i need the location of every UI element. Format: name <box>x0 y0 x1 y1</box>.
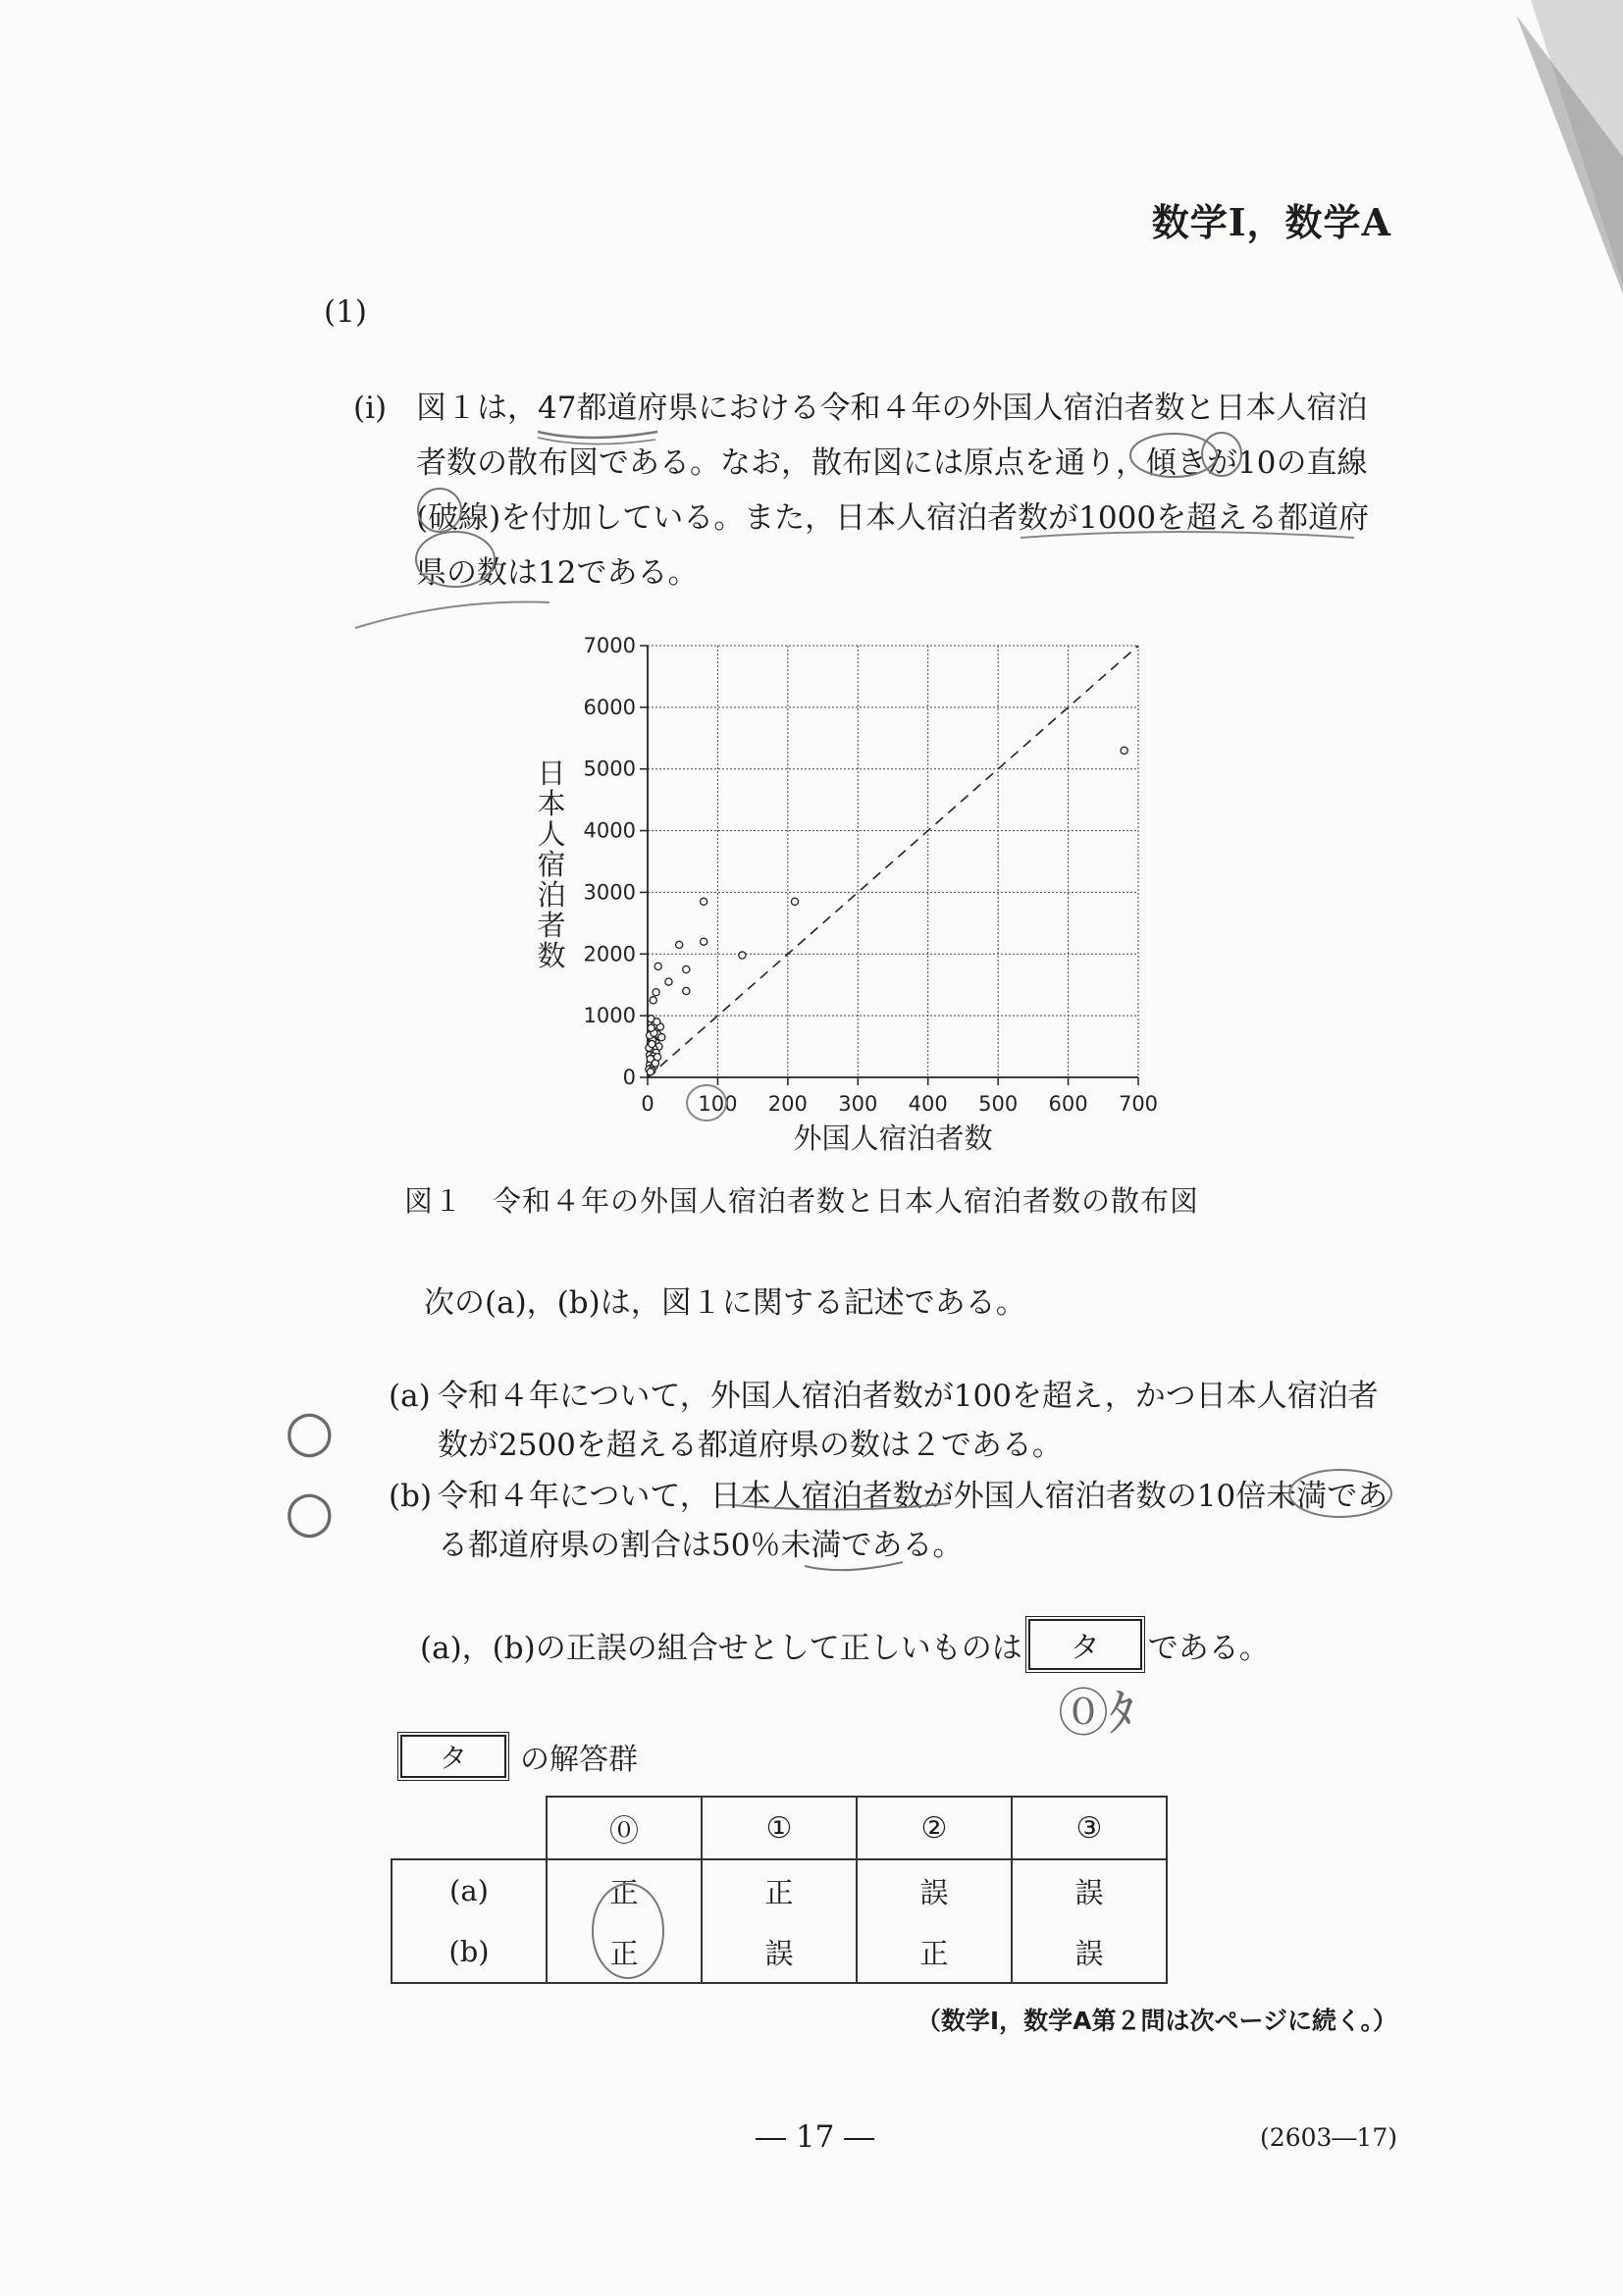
data-point <box>683 987 690 994</box>
question-line <box>420 1619 1270 1670</box>
answer-table-corner <box>392 1797 547 1859</box>
data-point <box>791 898 798 905</box>
cell-b-3: 誤 <box>1012 1921 1167 1983</box>
cell-b-0: 正 <box>547 1921 702 1983</box>
handwritten-mark-a: ○ <box>285 1397 335 1464</box>
y-tick-label: 0 <box>622 1066 636 1089</box>
y-axis-label-char: 者 <box>537 909 566 942</box>
part-i-text: 図１は，47都道府県における令和４年の外国人宿泊者数と日本人宿泊者数の散布図である。なお，散布図には原点を通り，傾きが10の直線(破線)を付加している。また，日本人宿泊者数が1000を超える都道府県の数は12である。 <box>416 391 1370 591</box>
section-label: (1) <box>324 294 367 330</box>
statement-a <box>389 1372 1404 1470</box>
x-axis-label: 外国人宿泊者数 <box>793 1122 993 1155</box>
figure-caption: 図１ 令和４年の外国人宿泊者数と日本人宿泊者数の散布図 <box>404 1184 1200 1218</box>
data-point <box>676 941 683 948</box>
data-point <box>648 1024 654 1031</box>
x-tick-label: 600 <box>1048 1092 1088 1116</box>
statement-b <box>389 1472 1404 1570</box>
data-point <box>701 938 707 945</box>
question-text: (a)，(b)の正誤の組合せとして正しいものは <box>420 1630 1022 1666</box>
cell-a-3: 誤 <box>1012 1859 1167 1921</box>
y-tick-label: 1000 <box>583 1004 636 1028</box>
data-point <box>647 1069 654 1075</box>
cell-a-1: 正 <box>702 1859 857 1921</box>
y-axis-label-char: 数 <box>537 939 566 972</box>
x-tick-label: 500 <box>978 1092 1019 1116</box>
document-code: (2603―17) <box>1260 2123 1397 2152</box>
y-axis-label-char: 日 <box>537 757 566 790</box>
reference-line-slope-10 <box>648 646 1138 1077</box>
part-i-label: (i) <box>353 391 388 426</box>
y-tick-label: 6000 <box>583 695 636 719</box>
y-tick-label: 2000 <box>583 942 636 966</box>
choice-2[interactable]: ② <box>857 1797 1012 1859</box>
data-point <box>653 989 659 996</box>
x-tick-label: 400 <box>908 1092 948 1116</box>
y-tick-label: 3000 <box>583 880 636 905</box>
answer-table-row-a <box>392 1859 1167 1921</box>
cell-b-1: 誤 <box>702 1921 857 1983</box>
data-point <box>701 898 707 905</box>
x-tick-label: 100 <box>698 1092 738 1116</box>
y-axis-label-char: 本 <box>537 787 566 820</box>
data-point <box>654 963 661 969</box>
cell-a-0: 正 <box>547 1859 702 1921</box>
question-suffix: である。 <box>1147 1630 1270 1666</box>
y-axis-label-char: 泊 <box>537 878 566 912</box>
data-point <box>1121 747 1127 754</box>
answer-table-header-row <box>392 1797 1167 1859</box>
part-i-paragraph <box>353 381 1393 600</box>
y-tick-label: 5000 <box>583 757 636 781</box>
data-point <box>665 978 672 985</box>
answer-table <box>391 1796 1168 1984</box>
data-point <box>654 1018 660 1025</box>
choice-0[interactable]: ⓪ <box>547 1797 702 1859</box>
data-point <box>683 965 690 972</box>
subject-header: 数学Ⅰ，数学A <box>1151 200 1391 244</box>
answer-table-row-b <box>392 1921 1167 1983</box>
cell-b-2: 正 <box>857 1921 1012 1983</box>
data-point <box>650 997 656 1004</box>
answer-group-label: の解答群 <box>520 1743 638 1777</box>
data-point <box>654 1054 660 1061</box>
handwritten-answer-note: ⓪ﾀ <box>1058 1685 1135 1744</box>
choice-3[interactable]: ③ <box>1012 1797 1167 1859</box>
statement-b-label: (b) <box>389 1479 433 1514</box>
row-b-label: (b) <box>392 1921 547 1983</box>
x-tick-label: 700 <box>1118 1092 1159 1116</box>
answer-group-box: タ <box>400 1735 506 1778</box>
data-point <box>739 952 746 959</box>
cell-a-2: 誤 <box>857 1859 1012 1921</box>
y-tick-label: 4000 <box>583 818 636 843</box>
row-a-label: (a) <box>392 1859 547 1921</box>
lead-text: 次の(a)，(b)は，図１に関する記述である。 <box>424 1285 1026 1321</box>
page-number: ― 17 ― <box>756 2119 875 2155</box>
y-tick-label: 7000 <box>583 634 636 657</box>
choice-1[interactable]: ① <box>702 1797 857 1859</box>
statement-b-text: 令和４年について，日本人宿泊者数が外国人宿泊者数の10倍未満である都道府県の割合は50％未満である。 <box>438 1479 1388 1563</box>
data-point <box>658 1034 665 1041</box>
y-axis-label-char: 人 <box>537 817 566 851</box>
statement-a-text: 令和４年について，外国人宿泊者数が100を超え，かつ日本人宿泊者数が2500を超える都道府県の数は２である。 <box>438 1379 1379 1463</box>
data-point <box>649 1040 655 1047</box>
x-tick-label: 200 <box>767 1092 808 1116</box>
statement-a-label: (a) <box>389 1379 431 1414</box>
x-tick-label: 300 <box>838 1092 878 1116</box>
handwritten-mark-b: ○ <box>285 1478 335 1544</box>
x-tick-label: 0 <box>641 1092 654 1116</box>
answer-group-heading <box>400 1735 638 1778</box>
answer-box-ta[interactable]: タ <box>1028 1619 1142 1670</box>
y-axis-label-char: 宿 <box>537 848 566 881</box>
scatter-chart <box>530 618 1159 1168</box>
continuation-note: （数学Ⅰ，数学A第２問は次ページに続く。） <box>916 2007 1397 2035</box>
